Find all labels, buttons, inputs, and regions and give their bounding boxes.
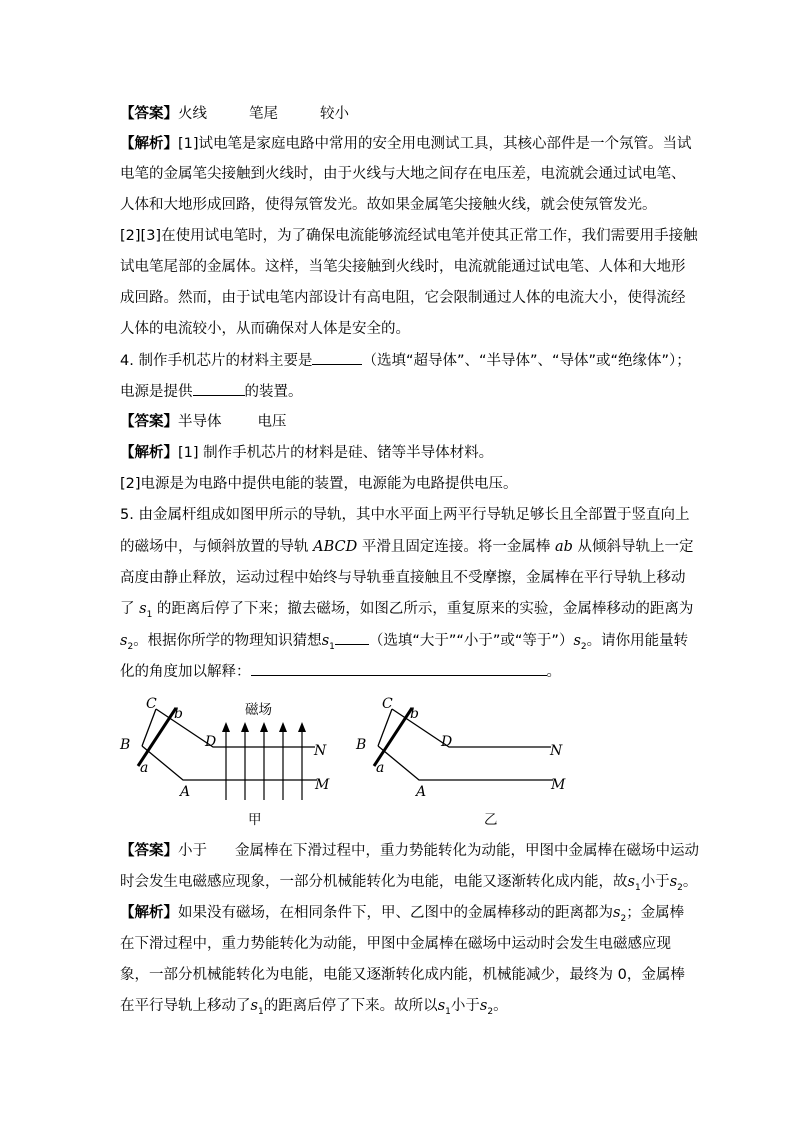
rail-diagram [110,690,600,830]
q5-stem-line-1: 5. 由金属杆组成如图甲所示的导轨，其中水平面上两平行导轨足够长且全部置于竖直向上 [120,507,690,523]
figure-yi-label: 乙 [484,812,498,828]
svg-text:B: B [356,737,367,753]
answer-tag: 【答案】 [120,414,178,430]
q5-analysis-line-4: 在平行导轨上移动了$s_1$的距离后停了下来。故所以$s_1$小于$s_2$。 [120,998,508,1017]
answer-tag: 【答案】 [120,106,178,122]
svg-text:N: N [550,743,563,759]
q4-analysis-line-2: [2]电源是为电路中提供电能的装置，电源能为电路提供电压。 [120,476,518,492]
metal-rod-yi [374,708,412,766]
q4-answer-line: 【答案】半导体 电压 [120,414,287,430]
q5-analysis-line-3: 象，一部分机械能转化为电能，电能又逐渐转化成内能，机械能减少，最终为 0，金属棒 [120,967,685,983]
q5-stem-line-2: 的磁场中，与倾斜放置的导轨 ABCD 平滑且固定连接。将一金属棒 ab 从倾斜导轨上一定 [120,539,694,555]
q3-analysis-line-5: 试电笔尾部的金属体。这样，当笔尖接触到火线时，电流就能通过试电笔、人体和大地形 [120,259,686,275]
q5-stem-line-6: 化的角度加以解释： 。 [120,661,561,682]
svg-text:M: M [315,777,330,793]
q3-analysis-line-3: 人体和大地形成回路，使得氖管发光。故如果金属笔尖接触火线，就会使氖管发光。 [120,197,657,213]
q3-analysis-line-7: 人体的电流较小，从而确保对人体是安全的。 [120,321,410,337]
svg-text:C: C [382,696,393,712]
q5-stem-line-4: 了 $s_1$ 的距离后停了下来；撤去磁场，如图乙所示，重复原来的实验，金属棒移动的距离为 [120,601,694,620]
q4-analysis-line-1: 【解析】[1] 制作手机芯片的材料是硅、锗等半导体材料。 [120,445,494,461]
q4-stem-line-1: 4. 制作手机芯片的材料主要是 （选填“超导体”、“半导体”、“导体”或“绝缘体”）； [120,350,691,371]
q5-analysis-line-1: 【解析】如果没有磁场，在相同条件下，甲、乙图中的金属棒移动的距离都为$s_2$；金属棒 [120,905,685,924]
svg-text:a: a [140,760,149,776]
q3-analysis-line-6: 成回路。然而，由于试电笔内部设计有高电阻，它会限制通过人体的电流大小，使得流经 [120,290,686,306]
answer-3: 较小 [320,106,349,122]
field-label: 磁场 [245,702,272,718]
q5-analysis-line-2: 在下滑过程中，重力势能转化为动能，甲图中金属棒在磁场中运动时会发生电磁感应现 [120,936,671,952]
q5-stem-line-3: 高度由静止释放，运动过程中始终与导轨垂直接触且不受摩擦，金属棒在平行导轨上移动 [120,570,686,586]
figure-jia-label: 甲 [248,812,262,828]
answer-blank [193,381,245,396]
answer-blank [335,630,369,645]
q5-stem-line-5: $s_2$。根据你所学的物理知识猜想$s_1$ （选填“大于”“小于”或“等于$”)s_2$。请你用能量转 [120,630,688,657]
answer-blank [312,350,362,365]
q3-analysis-line-2: 电笔的金属笔尖接触到火线时，由于火线与大地之间存在电压差，电流就会通过试电笔、 [120,166,686,182]
arrow-up-icon [222,722,306,732]
metal-rod-jia [138,708,176,766]
q5-answer-line-1: 【答案】小于 金属棒在下滑过程中，重力势能转化为动能，甲图中金属棒在磁场中运动 [120,843,699,859]
svg-text:N: N [314,743,327,759]
svg-text:b: b [174,706,183,722]
svg-text:a: a [376,760,385,776]
svg-text:b: b [410,706,419,722]
q5-answer-line-2: 时会发生电磁感应现象，一部分机械能转化为电能，电能又逐渐转化成内能，故$s_1$小于$s_2$。 [120,874,698,893]
answer-tag: 【答案】 [120,843,178,859]
analysis-tag: 【解析】 [120,905,178,921]
answer-1: 火线 [178,106,207,122]
answer-2: 笔尾 [249,106,278,122]
q3-analysis-line-4: [2][3]在使用试电笔时，为了确保电流能够流经试电笔并使其正常工作，我们需要用手接触 [120,228,698,244]
q3-answer-line [120,104,349,124]
svg-text:D: D [441,734,453,750]
svg-text:A: A [180,784,191,800]
svg-text:M: M [551,777,566,793]
analysis-tag: 【解析】 [120,445,178,461]
svg-text:C: C [146,696,157,712]
analysis-tag: 【解析】 [120,136,178,152]
answer-blank [251,661,547,676]
q3-analysis-line-1: 【解析】[1]试电笔是家庭电路中常用的安全用电测试工具，其核心部件是一个氖管。当试 [120,136,692,152]
svg-text:B: B [120,737,131,753]
magnetic-field-lines [226,728,302,800]
q4-stem-line-2: 电源是提供 的装置。 [120,381,303,402]
svg-text:A: A [416,784,427,800]
svg-text:D: D [205,734,217,750]
